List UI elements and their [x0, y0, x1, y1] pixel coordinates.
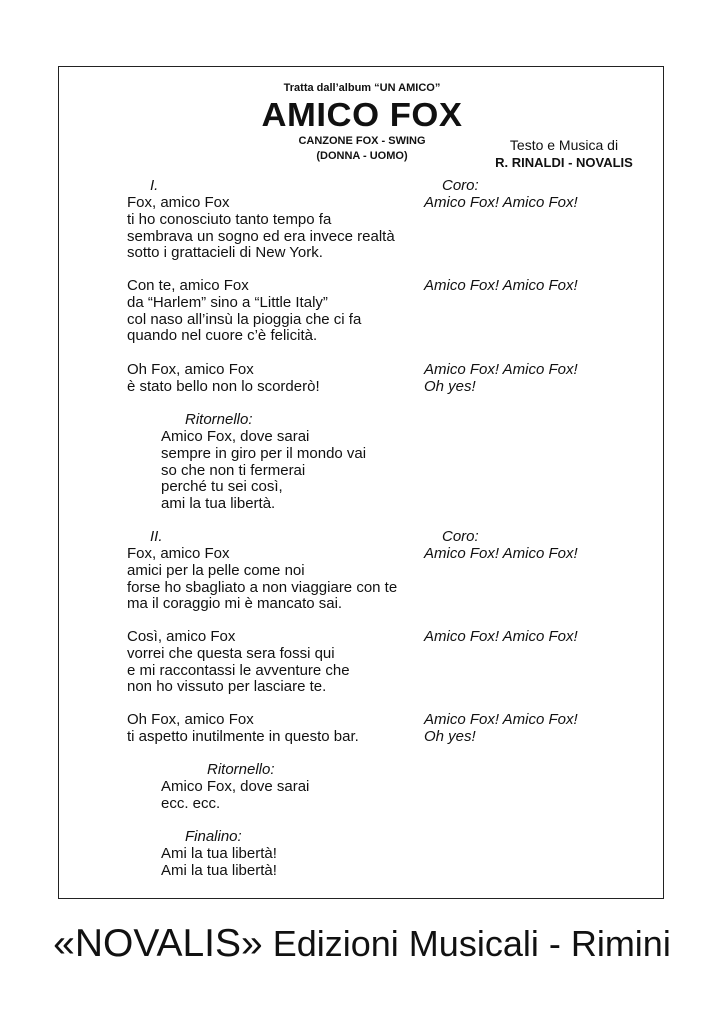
- credits-label: Testo e Musica di: [509, 137, 619, 153]
- lyric-line: sotto i grattacieli di New York.: [127, 244, 323, 262]
- lyric-stanza: [127, 362, 320, 396]
- ritornello-block: [161, 779, 309, 813]
- lyric-stanza: [127, 546, 397, 613]
- lyric-line: col naso all’insù la pioggia che ci fa: [127, 310, 362, 328]
- lyric-line: Fox, amico Fox: [127, 194, 230, 211]
- lyric-line: ami la tua libertà.: [161, 495, 276, 513]
- lyric-line: Ami la tua libertà!: [161, 845, 277, 862]
- lyric-line: non ho vissuto per lasciare te.: [127, 678, 327, 696]
- verse-marker: I.: [150, 177, 159, 194]
- lyric-line: e mi raccontassi le avventure che: [127, 661, 350, 679]
- song-title: AMICO FOX: [261, 96, 463, 133]
- credits-names: R. RINALDI - NOVALIS: [495, 155, 633, 170]
- lyric-line: ecc. ecc.: [161, 794, 221, 812]
- voices-line: (DONNA - UOMO): [316, 150, 408, 162]
- lyric-line: amici per la pelle come noi: [127, 561, 305, 579]
- lyric-line: Oh Fox, amico Fox: [127, 361, 254, 378]
- publisher-footer: [0, 922, 724, 966]
- lyric-line: da “Harlem” sino a “Little Italy”: [127, 293, 328, 311]
- lyric-line: è stato bello non lo scorderò!: [127, 377, 320, 395]
- lyric-line: Ami la tua libertà!: [161, 861, 277, 879]
- ritornello-label: Ritornello:: [185, 411, 253, 428]
- finalino-label: Finalino:: [185, 828, 242, 845]
- genre-line: CANZONE FOX - SWING: [298, 135, 426, 147]
- coro-line: Amico Fox! Amico Fox!: [424, 277, 578, 294]
- verse-marker: II.: [150, 528, 163, 545]
- coro-line: Amico Fox! Amico Fox!: [424, 628, 578, 645]
- coro-label: Coro:: [442, 528, 479, 545]
- publisher-brand: «NOVALIS»: [53, 922, 263, 965]
- lyric-line: vorrei che questa sera fossi qui: [127, 644, 335, 662]
- lyric-line: perché tu sei così,: [161, 478, 283, 496]
- coro-line: Amico Fox! Amico Fox!: [424, 194, 578, 211]
- lyric-line: Così, amico Fox: [127, 628, 236, 645]
- album-line: Tratta dall’album “UN AMICO”: [283, 82, 441, 94]
- lyric-stanza: [127, 195, 395, 262]
- lyric-line: quando nel cuore c’è felicità.: [127, 327, 318, 345]
- lyric-stanza: [127, 278, 361, 345]
- lyric-stanza: [127, 629, 350, 696]
- lyric-line: Fox, amico Fox: [127, 545, 230, 562]
- lyric-line: sembrava un sogno ed era invece realtà: [127, 227, 395, 245]
- lyric-line: sempre in giro per il mondo vai: [161, 444, 367, 462]
- coro-line: Amico Fox! Amico Fox!: [424, 361, 578, 378]
- lyric-line: ma il coraggio mi è mancato sai.: [127, 595, 343, 613]
- lyric-stanza: [127, 712, 359, 746]
- lyric-line: ti ho conosciuto tanto tempo fa: [127, 210, 332, 228]
- coro-block: [424, 362, 578, 396]
- coro-line: Oh yes!: [424, 377, 476, 395]
- coro-line: Amico Fox! Amico Fox!: [424, 545, 578, 562]
- lyric-line: Amico Fox, dove sarai: [161, 428, 310, 445]
- coro-label: Coro:: [442, 177, 479, 194]
- lyric-line: forse ho sbagliato a non viaggiare con te: [127, 578, 398, 596]
- coro-block: [424, 712, 578, 746]
- finalino-block: [161, 846, 277, 880]
- lyric-line: Amico Fox, dove sarai: [161, 778, 310, 795]
- coro-line: Oh yes!: [424, 727, 476, 745]
- coro-line: Amico Fox! Amico Fox!: [424, 711, 578, 728]
- lyric-line: ti aspetto inutilmente in questo bar.: [127, 727, 359, 745]
- publisher-details: Edizioni Musicali - Rimini: [262, 923, 671, 964]
- lyric-line: Con te, amico Fox: [127, 277, 249, 294]
- lyric-line: Oh Fox, amico Fox: [127, 711, 254, 728]
- ritornello-block: [161, 429, 366, 513]
- lyric-line: so che non ti fermerai: [161, 461, 306, 479]
- ritornello-label: Ritornello:: [207, 761, 275, 778]
